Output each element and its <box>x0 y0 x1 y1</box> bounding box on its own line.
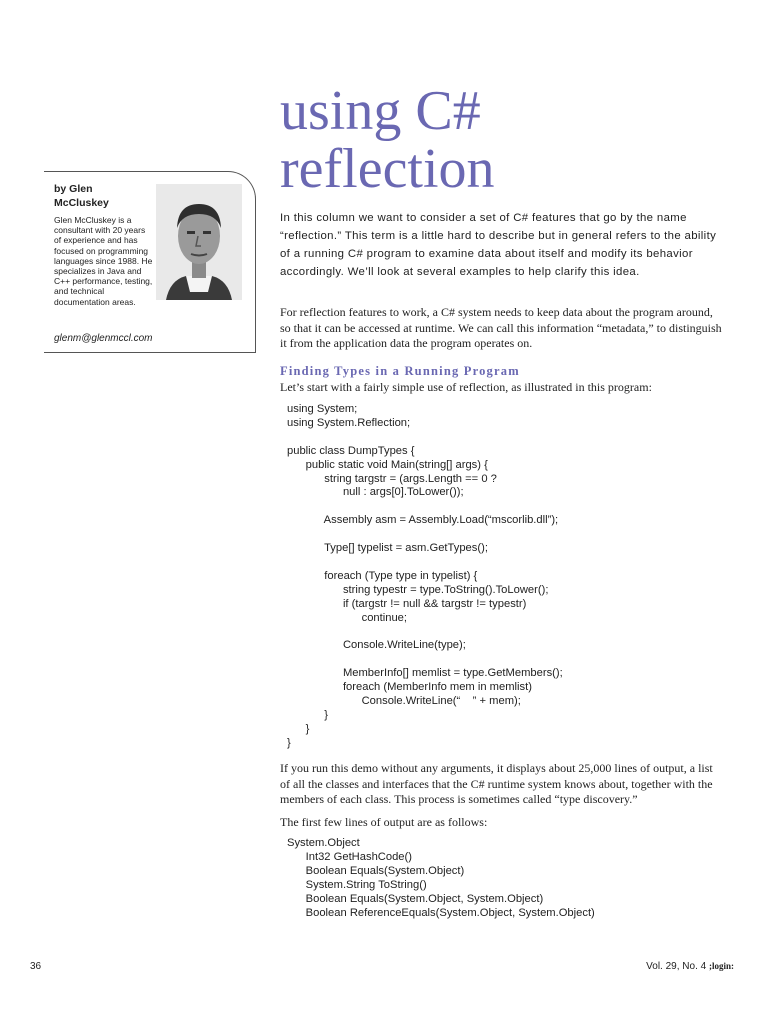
login-logo: ;login: <box>708 961 734 971</box>
section-heading: Finding Types in a Running Program <box>280 364 520 378</box>
issue-number: Vol. 29, No. 4 <box>646 961 707 972</box>
author-photo-icon <box>156 184 242 300</box>
intro-paragraph: In this column we want to consider a set of C# features that go by the name “reflection.” This term is a little hard to describe but in general refers to the ability of a running C# program to examine data about itself and modify its behavior accordingly. We’ll look at several examples to help clarify this idea. <box>280 212 717 278</box>
title-line-1: using C# <box>280 80 481 142</box>
paragraph-type-discovery: If you run this demo without any arguments, it displays about 25,000 lines of output, a list of all the classes and interfaces that the C# runtime system knows about, together with the members of each class. This process is sometimes called “type discovery.” <box>280 761 713 806</box>
author-byline: by Glen McCluskey <box>54 183 109 209</box>
code-listing-output: System.Object Int32 GetHashCode() Boolean Equals(System.Object) System.String ToString() Boolean Equals(System.Object, System.Object) Boolean ReferenceEquals(System.Object, System.Object) <box>287 837 595 919</box>
paragraph-metadata: For reflection features to work, a C# system needs to keep data about the program around, so that it can be accessed at runtime. We can call this information “metadata,” to distinguish it from the application data the program operates on. <box>280 305 722 350</box>
article-title <box>280 82 495 198</box>
author-sidebar <box>44 171 256 353</box>
page-number: 36 <box>30 961 42 972</box>
author-bio: Glen McCluskey is a consultant with 20 years of experience and has focused on programming languages since 1988. He specializes in Java and C++ performance, testing, and technical documentation areas. <box>54 215 153 307</box>
code-listing-dumptypes: using System; using System.Reflection; public class DumpTypes { public static void Main(string[] args) { string targstr = (args.Length == 0 ? null : args[0].ToLower()); Assembly asm = Assembly.Load(“mscorlib.dll”); Type[] typelist = asm.GetTypes(); foreach (Type type in typelist) { string typestr = type.ToString().ToLower(); if (targstr != null && targstr != typestr) continue; Console.WriteLine(type); MemberInfo[] memlist = type.GetMembers(); foreach (MemberInfo mem in memlist) Console.WriteLine(“ ” + mem); } } } <box>287 403 563 749</box>
title-line-2: reflection <box>280 138 495 200</box>
paragraph-output-intro: The first few lines of output are as follows: <box>280 815 488 829</box>
paragraph-intro-program: Let’s start with a fairly simple use of reflection, as illustrated in this program: <box>280 380 652 394</box>
issue-label <box>646 961 734 972</box>
author-email: glenm@glenmccl.com <box>54 333 153 344</box>
